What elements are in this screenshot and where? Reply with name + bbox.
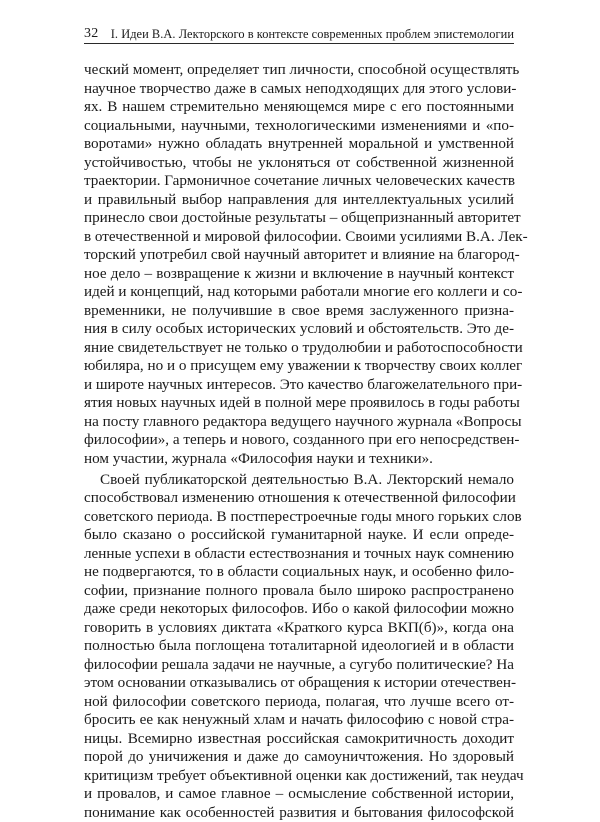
text-line: порой до уничижения и даже до самоуничтожения. Но здоровый (84, 748, 514, 767)
text-line: философии», а теперь и нового, созданного при его непосредствен- (84, 431, 514, 450)
text-line: ное дело – возвращение к жизни и включение в научный контекст (84, 265, 514, 284)
text-line: критицизм требует объективной оценки как достижений, так неудач (84, 767, 514, 786)
text-line: не подвергаются, то в области социальных наук, и особенно фило- (84, 563, 514, 582)
text-line: бросить ее как ненужный хлам и начать философию с новой стра- (84, 711, 514, 730)
text-line: ях. В нашем стремительно меняющемся мире с его постоянными (84, 98, 514, 117)
text-line: ной философии советского периода, полагая, что лучше всего от- (84, 693, 514, 712)
text-line: принесло свои достойные результаты – общепризнанный авторитет (84, 209, 514, 228)
text-line: устойчивостью, чтобы не уклоняться от собственной жизненной (84, 154, 514, 173)
text-line: понимание как особенностей развития и бытования философской (84, 804, 514, 822)
text-line: социальными, научными, технологическими изменениями и «по- (84, 117, 514, 136)
text-line: и провалов, и самое главное – осмысление собственной истории, (84, 785, 514, 804)
text-line: научное творчество даже в самых неподходящих для этого услови- (84, 80, 514, 99)
text-line: советского периода. В постперестроечные годы много горьких слов (84, 508, 514, 527)
text-line: Своей публикаторской деятельностью В.А. Лекторский немало (84, 471, 514, 490)
text-line: полностью была поглощена тоталитарной идеологией и в области (84, 637, 514, 656)
text-line: ленные успехи в области естествознания и точных наук сомнению (84, 545, 514, 564)
text-line: способствовал изменению отношения к отечественной философии (84, 489, 514, 508)
text-line: говорить в условиях диктата «Краткого курса ВКП(б)», когда она (84, 619, 514, 638)
text-line: юбиляра, но и о присущем ему уважении к творчеству своих коллег (84, 357, 514, 376)
running-header (84, 16, 514, 42)
text-line: на посту главного редактора ведущего научного журнала «Вопросы (84, 413, 514, 432)
header-rule (84, 43, 514, 44)
text-line: ном участии, журнала «Философия науки и техники». (84, 450, 514, 469)
text-line: даже среди некоторых философов. Ибо о какой философии можно (84, 600, 514, 619)
text-line: ческий момент, определяет тип личности, способной осуществлять (84, 61, 514, 80)
text-line: торский употребил свой научный авторитет и влияние на благород- (84, 246, 514, 265)
text-line: ния в силу особых исторических условий и обстоятельств. Это де- (84, 320, 514, 339)
text-line: траектории. Гармоничное сочетание личных человеческих качеств (84, 172, 514, 191)
text-line: воротами» нужно обладать внутренней моральной и умственной (84, 135, 514, 154)
text-line: и правильный выбор направления для интеллектуальных усилий (84, 191, 514, 210)
text-line: ятия новых научных идей в полной мере проявилось в годы работы (84, 394, 514, 413)
page-number: 32 (84, 26, 98, 42)
running-title: I. Идеи В.А. Лекторского в контексте современных проблем эпистемологии (111, 26, 514, 42)
text-line: яние свидетельствует не только о трудолюбии и работоспособности (84, 339, 514, 358)
text-line: этом основании отказывались от обращения к истории отечествен- (84, 674, 514, 693)
text-line: временники, не получившие в свое время заслуженного призна- (84, 302, 514, 321)
text-line: было сказано о российской гуманитарной науке. И если опреде- (84, 526, 514, 545)
paragraph-2 (84, 471, 514, 822)
paragraph-1 (84, 61, 514, 468)
text-line: софии, признание полного провала было широко распространено (84, 582, 514, 601)
text-line: ницы. Всемирно известная российская самокритичность доходит (84, 730, 514, 749)
text-line: и широте научных интересов. Это качество благожелательного при- (84, 376, 514, 395)
text-line: в отечественной и мировой философии. Своими усилиями В.А. Лек- (84, 228, 514, 247)
text-line: философии решала задачи не научные, а сугубо политические? На (84, 656, 514, 675)
body-text (84, 61, 514, 822)
text-line: идей и концепций, над которыми работали многие его коллеги и со- (84, 283, 514, 302)
